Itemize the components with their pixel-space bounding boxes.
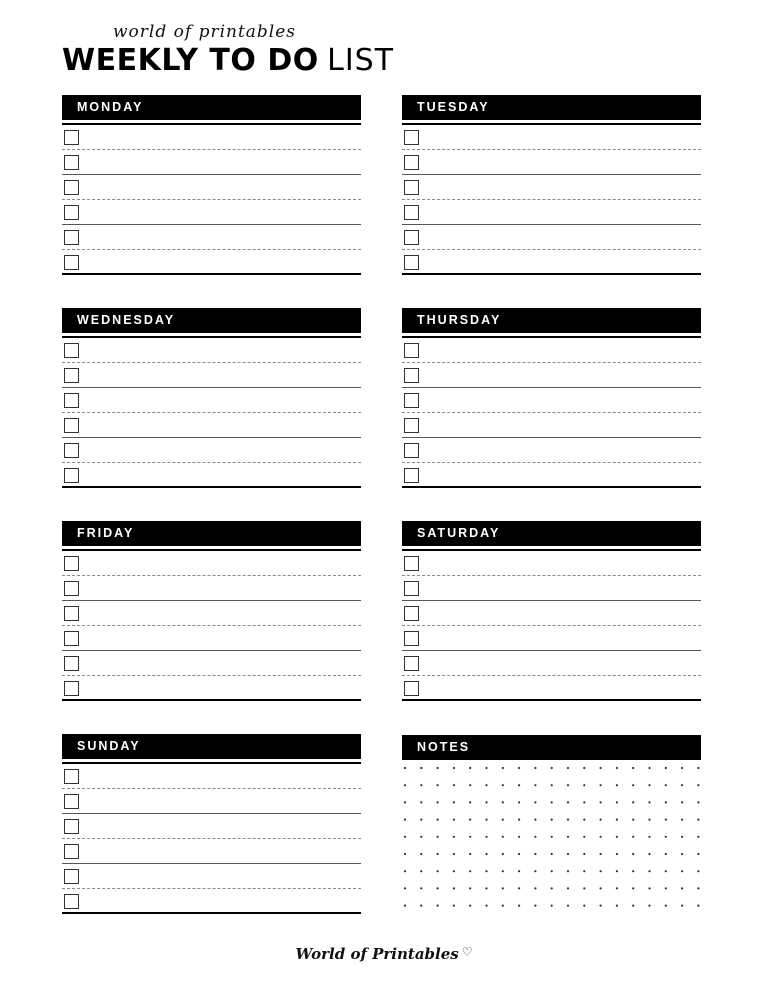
task-checkbox[interactable]: [64, 130, 79, 145]
task-checkbox[interactable]: [404, 556, 419, 571]
notes-dot: [583, 819, 585, 821]
task-checkbox[interactable]: [64, 769, 79, 784]
notes-dot: [600, 905, 602, 907]
notes-dot: [502, 784, 504, 786]
brand-script-text: world of printables: [113, 22, 297, 42]
task-row: [62, 864, 361, 889]
notes-dot: [616, 767, 618, 769]
notes-dot: [518, 801, 520, 803]
task-row: [402, 388, 701, 413]
notes-dot: [453, 819, 455, 821]
notes-dot: [502, 870, 504, 872]
task-row: [62, 889, 361, 914]
task-row: [62, 250, 361, 275]
notes-dot: [681, 784, 683, 786]
notes-dot: [665, 870, 667, 872]
notes-dot: [567, 887, 569, 889]
notes-dot: [583, 784, 585, 786]
day-header: SUNDAY: [62, 734, 361, 759]
notes-dot: [567, 784, 569, 786]
task-rows: [62, 551, 361, 701]
task-checkbox[interactable]: [64, 255, 79, 270]
task-checkbox[interactable]: [404, 255, 419, 270]
task-checkbox[interactable]: [404, 631, 419, 646]
day-header: THURSDAY: [402, 308, 701, 333]
notes-dot: [665, 784, 667, 786]
notes-dot: [437, 767, 439, 769]
notes-dot: [534, 905, 536, 907]
notes-dot: [632, 853, 634, 855]
notes-dot: [502, 887, 504, 889]
task-checkbox[interactable]: [404, 205, 419, 220]
notes-dot: [485, 836, 487, 838]
notes-dot: [502, 853, 504, 855]
notes-dot: [502, 905, 504, 907]
notes-dot: [616, 905, 618, 907]
notes-dot: [502, 836, 504, 838]
notes-dot: [469, 819, 471, 821]
notes-dot: [469, 887, 471, 889]
notes-dot: [648, 767, 650, 769]
notes-dot: [665, 836, 667, 838]
notes-dot: [485, 801, 487, 803]
task-checkbox[interactable]: [64, 205, 79, 220]
notes-dot: [583, 853, 585, 855]
task-row: [62, 200, 361, 225]
notes-dot: [485, 870, 487, 872]
notes-dot: [681, 801, 683, 803]
task-checkbox[interactable]: [64, 681, 79, 696]
notes-dot: [518, 836, 520, 838]
day-header: FRIDAY: [62, 521, 361, 546]
task-checkbox[interactable]: [64, 230, 79, 245]
notes-dot: [665, 853, 667, 855]
notes-dot: [404, 819, 406, 821]
notes-dot: [648, 870, 650, 872]
notes-dot: [404, 767, 406, 769]
day-header: MONDAY: [62, 95, 361, 120]
notes-dot: [583, 801, 585, 803]
notes-dot: [681, 853, 683, 855]
notes-dot: [632, 819, 634, 821]
notes-dot: [648, 836, 650, 838]
task-checkbox[interactable]: [404, 681, 419, 696]
notes-dot: [551, 819, 553, 821]
task-checkbox[interactable]: [404, 656, 419, 671]
notes-dot: [567, 905, 569, 907]
notes-dot: [534, 767, 536, 769]
notes-dot: [469, 767, 471, 769]
task-checkbox[interactable]: [64, 368, 79, 383]
notes-dot: [632, 836, 634, 838]
notes-section: [402, 735, 701, 935]
task-checkbox[interactable]: [64, 155, 79, 170]
day-section-saturday: [402, 521, 701, 701]
notes-dot: [437, 887, 439, 889]
notes-dot: [534, 870, 536, 872]
notes-dot: [551, 887, 553, 889]
task-checkbox[interactable]: [64, 393, 79, 408]
notes-dot: [404, 801, 406, 803]
day-section-friday: [62, 521, 361, 701]
task-checkbox[interactable]: [404, 606, 419, 621]
notes-dot: [616, 819, 618, 821]
task-row: [62, 388, 361, 413]
notes-dot: [469, 905, 471, 907]
notes-dot: [518, 819, 520, 821]
notes-dot: [665, 801, 667, 803]
notes-dot: [518, 905, 520, 907]
notes-dot: [600, 836, 602, 838]
notes-dot: [600, 784, 602, 786]
notes-dot: [502, 767, 504, 769]
notes-dot: [665, 767, 667, 769]
task-row: [62, 463, 361, 488]
notes-dot: [697, 819, 699, 821]
notes-dot: [437, 819, 439, 821]
notes-dot: [437, 853, 439, 855]
task-row: [402, 676, 701, 701]
notes-dot: [469, 853, 471, 855]
notes-dot: [534, 784, 536, 786]
task-row: [62, 125, 361, 150]
task-row: [62, 839, 361, 864]
notes-dot: [681, 819, 683, 821]
task-checkbox[interactable]: [64, 468, 79, 483]
day-section-wednesday: [62, 308, 361, 488]
task-row: [402, 601, 701, 626]
task-checkbox[interactable]: [64, 343, 79, 358]
task-row: [62, 789, 361, 814]
notes-dot: [420, 853, 422, 855]
notes-dot: [453, 853, 455, 855]
task-checkbox[interactable]: [64, 606, 79, 621]
task-checkbox[interactable]: [404, 418, 419, 433]
notes-dot: [485, 853, 487, 855]
task-checkbox[interactable]: [404, 443, 419, 458]
notes-dot: [567, 870, 569, 872]
notes-dot: [469, 870, 471, 872]
notes-dot: [453, 905, 455, 907]
task-checkbox[interactable]: [404, 155, 419, 170]
notes-dot: [453, 887, 455, 889]
task-checkbox[interactable]: [404, 468, 419, 483]
notes-dot: [404, 870, 406, 872]
notes-dot: [485, 767, 487, 769]
task-row: [62, 601, 361, 626]
task-row: [62, 150, 361, 175]
day-section-tuesday: [402, 95, 701, 275]
notes-dot: [697, 870, 699, 872]
notes-dot: [453, 801, 455, 803]
task-row: [402, 225, 701, 250]
notes-dot: [534, 819, 536, 821]
notes-dot: [632, 870, 634, 872]
notes-dot: [600, 767, 602, 769]
notes-dot: [420, 784, 422, 786]
notes-dot: [681, 836, 683, 838]
notes-dot: [534, 853, 536, 855]
notes-dot: [681, 767, 683, 769]
notes-dot: [437, 905, 439, 907]
notes-dot: [600, 801, 602, 803]
task-rows: [62, 125, 361, 275]
notes-dot: [420, 819, 422, 821]
task-row: [402, 150, 701, 175]
notes-dot: [534, 801, 536, 803]
task-checkbox[interactable]: [404, 180, 419, 195]
task-checkbox[interactable]: [64, 894, 79, 909]
notes-dot: [583, 887, 585, 889]
task-checkbox[interactable]: [64, 581, 79, 596]
notes-dot: [616, 887, 618, 889]
notes-dot: [632, 784, 634, 786]
notes-dot: [551, 905, 553, 907]
task-checkbox[interactable]: [64, 443, 79, 458]
task-checkbox[interactable]: [64, 418, 79, 433]
task-row: [62, 626, 361, 651]
task-checkbox[interactable]: [64, 794, 79, 809]
task-rows: [402, 125, 701, 275]
notes-dot: [518, 767, 520, 769]
notes-dot: [485, 905, 487, 907]
notes-dot: [420, 870, 422, 872]
page-title-bold: WEEKLY TO DO: [62, 43, 319, 78]
notes-dot: [665, 819, 667, 821]
notes-dot: [502, 801, 504, 803]
notes-dot: [453, 784, 455, 786]
notes-dot: [404, 836, 406, 838]
notes-dot: [567, 853, 569, 855]
notes-dot: [567, 836, 569, 838]
notes-dot: [616, 836, 618, 838]
notes-dot: [697, 784, 699, 786]
notes-dot: [485, 819, 487, 821]
notes-dot: [616, 801, 618, 803]
day-section-thursday: [402, 308, 701, 488]
task-rows: [402, 338, 701, 488]
notes-dot: [551, 767, 553, 769]
notes-dot: [583, 836, 585, 838]
notes-dot: [632, 887, 634, 889]
footer-brand-text: World of Printables: [295, 945, 459, 963]
notes-dot: [551, 836, 553, 838]
notes-dot: [697, 905, 699, 907]
task-checkbox[interactable]: [64, 180, 79, 195]
task-row: [62, 413, 361, 438]
notes-dot: [420, 887, 422, 889]
notes-dot: [420, 836, 422, 838]
task-row: [402, 651, 701, 676]
task-row: [62, 551, 361, 576]
notes-dot: [534, 836, 536, 838]
task-rows: [62, 764, 361, 914]
notes-dot: [600, 853, 602, 855]
task-row: [62, 764, 361, 789]
task-row: [62, 438, 361, 463]
notes-dot: [600, 870, 602, 872]
notes-dot: [567, 819, 569, 821]
task-row: [62, 363, 361, 388]
task-row: [402, 463, 701, 488]
notes-dot: [469, 836, 471, 838]
task-checkbox[interactable]: [64, 631, 79, 646]
notes-dot: [518, 853, 520, 855]
task-row: [402, 413, 701, 438]
day-header: WEDNESDAY: [62, 308, 361, 333]
task-row: [402, 250, 701, 275]
notes-dot: [665, 887, 667, 889]
notes-dot: [600, 819, 602, 821]
task-row: [402, 363, 701, 388]
task-checkbox[interactable]: [64, 556, 79, 571]
task-row: [62, 651, 361, 676]
notes-dot: [567, 801, 569, 803]
notes-dot: [583, 870, 585, 872]
task-checkbox[interactable]: [404, 393, 419, 408]
notes-dot: [404, 853, 406, 855]
notes-dot: [697, 853, 699, 855]
notes-dot: [697, 767, 699, 769]
task-row: [402, 175, 701, 200]
task-checkbox[interactable]: [404, 368, 419, 383]
task-checkbox[interactable]: [64, 819, 79, 834]
notes-dot: [518, 870, 520, 872]
notes-dot: [453, 836, 455, 838]
notes-dot: [697, 887, 699, 889]
task-row: [402, 438, 701, 463]
notes-dot: [616, 853, 618, 855]
task-checkbox[interactable]: [64, 656, 79, 671]
day-header: TUESDAY: [402, 95, 701, 120]
task-checkbox[interactable]: [64, 844, 79, 859]
task-row: [402, 551, 701, 576]
notes-dot: [583, 767, 585, 769]
notes-dot: [453, 767, 455, 769]
task-checkbox[interactable]: [404, 581, 419, 596]
footer-brand: [0, 945, 768, 963]
heart-icon: ♡: [461, 945, 473, 959]
notes-dot: [681, 870, 683, 872]
notes-dot: [420, 905, 422, 907]
task-row: [62, 225, 361, 250]
notes-dot: [437, 836, 439, 838]
notes-dot: [648, 853, 650, 855]
day-section-monday: [62, 95, 361, 275]
notes-dot: [518, 784, 520, 786]
notes-dot: [583, 905, 585, 907]
task-row: [402, 626, 701, 651]
notes-dot: [648, 905, 650, 907]
notes-dot: [485, 784, 487, 786]
task-row: [62, 338, 361, 363]
task-rows: [62, 338, 361, 488]
notes-dot: [616, 870, 618, 872]
notes-dot: [551, 784, 553, 786]
task-row: [62, 676, 361, 701]
notes-dot: [600, 887, 602, 889]
notes-dot: [681, 905, 683, 907]
task-checkbox[interactable]: [64, 869, 79, 884]
notes-dot: [437, 784, 439, 786]
notes-dot: [502, 819, 504, 821]
notes-dot: [469, 784, 471, 786]
notes-dot: [453, 870, 455, 872]
notes-dot: [485, 887, 487, 889]
task-checkbox[interactable]: [404, 130, 419, 145]
notes-dot-grid[interactable]: [402, 765, 702, 935]
notes-dot: [567, 767, 569, 769]
task-row: [402, 576, 701, 601]
page-title-light: LIST: [327, 43, 395, 78]
task-row: [402, 125, 701, 150]
notes-dot: [420, 801, 422, 803]
task-checkbox[interactable]: [404, 343, 419, 358]
notes-dot: [648, 784, 650, 786]
notes-dot: [616, 784, 618, 786]
notes-dot: [437, 801, 439, 803]
notes-dot: [551, 853, 553, 855]
notes-dot: [551, 801, 553, 803]
notes-dot: [697, 801, 699, 803]
notes-dot: [437, 870, 439, 872]
notes-dot: [648, 819, 650, 821]
page-title: [62, 44, 394, 78]
task-row: [402, 338, 701, 363]
notes-header: NOTES: [402, 735, 701, 760]
notes-dot: [534, 887, 536, 889]
task-row: [62, 576, 361, 601]
task-row: [62, 175, 361, 200]
notes-dot: [551, 870, 553, 872]
notes-dot: [404, 905, 406, 907]
notes-dot: [648, 801, 650, 803]
notes-dot: [632, 801, 634, 803]
task-row: [402, 200, 701, 225]
task-checkbox[interactable]: [404, 230, 419, 245]
notes-dot: [420, 767, 422, 769]
notes-dot: [469, 801, 471, 803]
task-row: [62, 814, 361, 839]
notes-dot: [632, 905, 634, 907]
day-section-sunday: [62, 734, 361, 914]
notes-dot: [404, 784, 406, 786]
notes-dot: [632, 767, 634, 769]
notes-dot: [404, 887, 406, 889]
notes-dot: [518, 887, 520, 889]
task-rows: [402, 551, 701, 701]
notes-dot: [697, 836, 699, 838]
notes-dot: [681, 887, 683, 889]
notes-dot: [648, 887, 650, 889]
day-header: SATURDAY: [402, 521, 701, 546]
notes-dot: [665, 905, 667, 907]
